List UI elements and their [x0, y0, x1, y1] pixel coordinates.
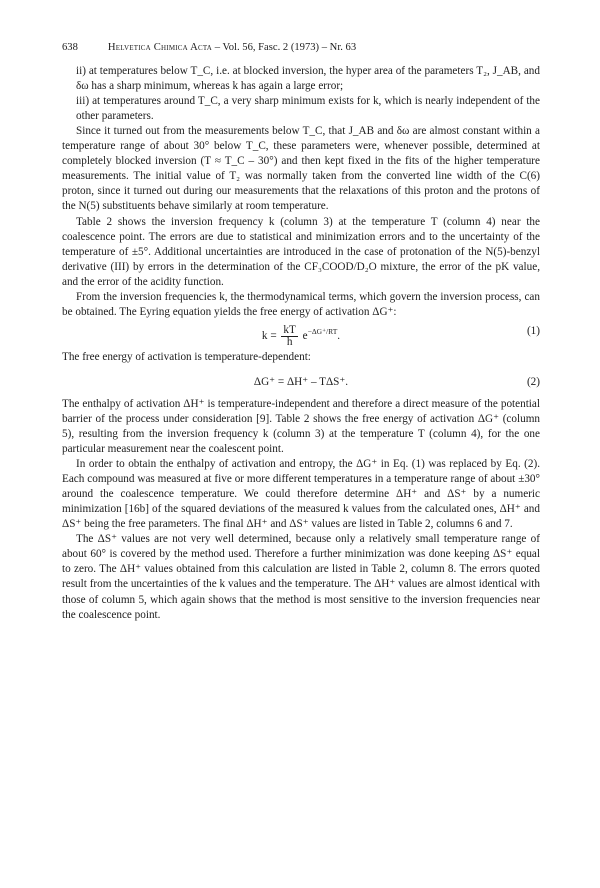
paragraph-entropy: The ΔS⁺ values are not very well determined, because only a relatively small temperature range of about 60° is covered by the method used. Therefore a further minimization was done keeping ΔS⁺ equal to zero. The ΔH⁺ values obtained from this calculation are listed in Table 2, column 8. The errors quoted result from the uncertainties of the k values and the temperature. The ΔH⁺ values are almost identical with those of column 5, which again shows that the method is most sensitive to the inversion frequencies near the coalescence point. — [62, 533, 540, 621]
eq1-number: (1) — [526, 324, 540, 337]
running-header — [62, 40, 540, 55]
equation-1: k = $\frac{kT}{h}$ $e^{-\Delta G^+/RT}$. (1) — [261, 323, 540, 348]
paragraph-ii: ii) at temperatures below T_C, i.e. at blocked inversion, the hyper area of the parameters T₂, J_AB, and δω has a sharp minimum, whereas k has again a large error; — [76, 65, 540, 93]
paragraph-minimization: In order to obtain the enthalpy of activation and entropy, the ΔG⁺ in Eq. (1) was replaced by Eq. (2). Each compound was measured at five or more different temperatures in a temperature range of about ±30° around the coalescence temperature. We could therefore determine ΔH⁺ and ΔS⁺ by a numeric minimization [16b] of the squared deviations of the measured k values from the calculated ones, ΔH⁺ and ΔS⁺ being the free parameters. The final ΔH⁺ and ΔS⁺ values are listed in Table 2, columns 6 and 7. — [62, 458, 540, 531]
eq1-denominator: h — [286, 335, 293, 348]
paragraph-eyring: From the inversion frequencies k, the thermodynamical terms, which govern the inversion process, can be obtained. The Eyring equation yields the free energy of activation ΔG⁺: — [62, 290, 540, 318]
eq1-fraction — [281, 325, 297, 348]
paragraph-enthalpy: The enthalpy of activation ΔH⁺ is temperature-independent and therefore a direct measure of the potential barrier of the process under consideration [9]. Table 2 shows the free energy of activation ΔG⁺ (column 5), resulting from the inversion frequency k (column 3) at the temperature T (column 4), for the one particular measurement near the coalescent point. — [62, 397, 540, 456]
paragraph-parameters: Since it turned out from the measurements below T_C, that J_AB and δω are almost constant within a temperature range of about 30° below T_C, these parameters were, whenever possible, determined at completely blocked inversion (T ≈ T_C – 30°) and then kept fixed in the fits of the higher temperature measurements. The initial value of T₂ was normally taken from the converted line width of the C(6) proton, since it turned out during our measurements that the relaxations of this proton and the protons of the N(5) substituents behave similarly at room temperature. — [62, 125, 540, 213]
paper-page — [62, 40, 540, 623]
eq1-numerator: kT — [283, 323, 296, 336]
eq1-exp-base: e — [302, 329, 308, 342]
journal-line — [108, 40, 356, 55]
journal-name: Helvetica Chimica Acta — [107, 42, 213, 53]
paragraph-iii: iii) at temperatures around T_C, a very sharp minimum exists for k, which is nearly independent of the other parameters. — [76, 95, 540, 123]
eq1-lhs: k = — [261, 329, 277, 342]
eq2-body: ΔG⁺ = ΔH⁺ – TΔS⁺. — [253, 375, 349, 388]
journal-details: – Vol. 56, Fasc. 2 (1973) – Nr. 63 — [214, 42, 357, 53]
paragraph-table2: Table 2 shows the inversion frequency k (column 3) at the temperature T (column 4) near the coalescence point. The errors are due to statistical and minimization errors and to the uncertainty of the temperature of ±5°. Additional uncertainties are introduced in the case of protonation of the N(5)-benzyl derivative (III) by errors in the determination of the CF₃COOD/D₂O mixture, the error of the pK value, and the error of the acidity function. — [62, 215, 540, 288]
page-number: 638 — [62, 42, 78, 53]
eq2-number: (2) — [526, 375, 540, 388]
paragraph-temperature-dependent: The free energy of activation is temperature-dependent: — [62, 350, 311, 363]
eq1-exponent: −ΔG⁺/RT — [307, 326, 338, 336]
equation-2 — [62, 371, 540, 393]
